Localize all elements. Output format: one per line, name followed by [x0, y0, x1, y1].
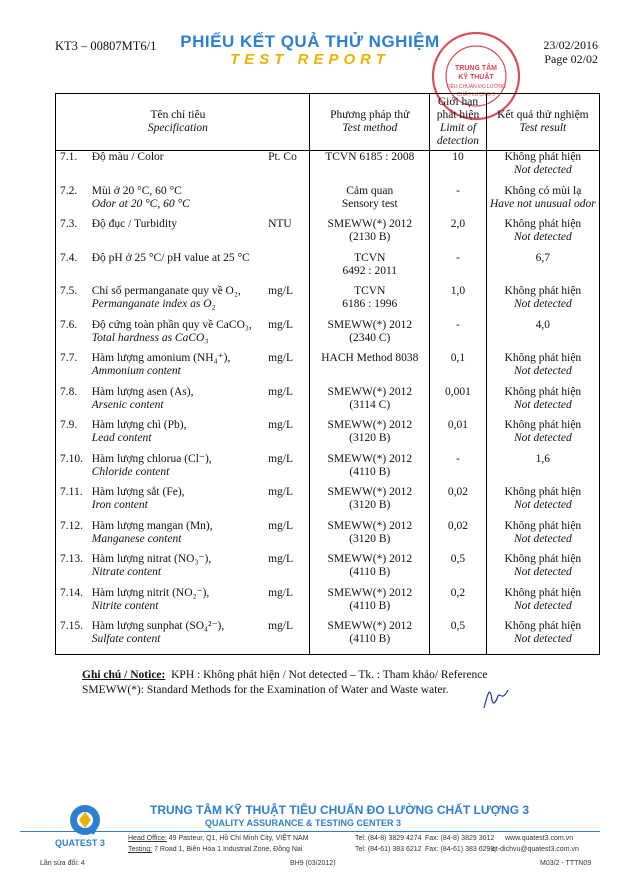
- row-specification: Mùi ở 20 °C, 60 °C Odor at 20 °C, 60 °C: [91, 184, 190, 210]
- row-number: 7.13.: [56, 553, 90, 587]
- org-name-vn: TRUNG TÂM KỸ THUẬT TIÊU CHUẨN ĐO LƯỜNG CHẤT LƯỢNG 3: [150, 803, 530, 817]
- row-unit: mg/L: [268, 519, 293, 532]
- row-number: 7.14.: [56, 587, 90, 621]
- row-result: Không phát hiện Not detected: [486, 587, 599, 621]
- table-row: [56, 252, 600, 286]
- row-number: 7.3.: [56, 218, 90, 252]
- row-unit: mg/L: [268, 486, 293, 498]
- signature-icon: [478, 682, 518, 710]
- row-specification: Độ đục / Turbidity: [91, 218, 178, 230]
- title-english: TEST REPORT: [230, 51, 390, 68]
- row-unit: mg/L: [268, 318, 293, 331]
- row-number: 7.7.: [56, 352, 90, 386]
- row-limit: 0,2: [430, 587, 486, 621]
- row-unit: mg/L: [268, 419, 293, 431]
- row-method: SMEWW(*) 2012 (2130 B): [310, 218, 430, 252]
- row-result: Không phát hiện Not detected: [486, 486, 599, 520]
- row-limit: 0,5: [430, 553, 486, 587]
- report-date: 23/02/2016: [543, 38, 598, 52]
- notice-line-2: SMEWW(*): Standard Methods for the Examination of Water and Waste water.: [82, 684, 449, 696]
- row-limit: 0,5: [430, 620, 486, 654]
- svg-text:KỸ THUẬT: KỸ THUẬT: [458, 74, 494, 81]
- row-specification: Hàm lượng sắt (Fe), Iron content: [91, 486, 185, 511]
- row-limit: 1,0: [430, 285, 486, 319]
- row-number: 7.4.: [56, 252, 90, 286]
- row-method: SMEWW(*) 2012 (4110 B): [310, 587, 430, 621]
- row-limit: 0,02: [430, 520, 486, 554]
- row-unit: [266, 185, 310, 219]
- row-number: 7.15.: [56, 620, 90, 654]
- row-method: HACH Method 8038: [310, 352, 430, 386]
- row-limit: 0,01: [430, 419, 486, 453]
- row-unit: Pt. Co: [268, 151, 297, 163]
- row-number: 7.2.: [56, 185, 90, 219]
- revision-number: Lần sửa đổi: 4: [40, 860, 85, 867]
- row-result: Không có mùi lạ Have not unusual odor: [486, 185, 599, 219]
- fax-1: Fax: (84-8) 3829 3012: [425, 835, 495, 842]
- row-number: 7.6.: [56, 319, 90, 353]
- row-specification: Chỉ số permanganate quy về O₂, Permanganate index as O₂: [91, 285, 241, 310]
- row-unit: [266, 252, 310, 286]
- logo-text: QUATEST 3: [55, 838, 105, 848]
- row-result: 4,0: [486, 319, 599, 353]
- row-unit: mg/L: [268, 385, 293, 398]
- testing-address: Testing: 7 Road 1, Biên Hòa 1 Industrial Zone, Đồng Nai: [128, 846, 303, 853]
- website-link[interactable]: www.quatest3.com.vn: [505, 835, 574, 842]
- row-unit: mg/L: [268, 285, 293, 297]
- row-limit: 0,001: [430, 386, 486, 420]
- table-row: [56, 319, 600, 353]
- row-result: Không phát hiện Not detected: [486, 285, 599, 319]
- row-result: Không phát hiện Not detected: [486, 520, 599, 554]
- row-method: TCVN 6186 : 1996: [310, 285, 430, 319]
- table-row: [56, 453, 600, 487]
- row-method: TCVN 6185 : 2008: [310, 151, 430, 185]
- row-method: SMEWW(*) 2012 (3120 B): [310, 419, 430, 453]
- row-unit: mg/L: [268, 586, 293, 599]
- row-method: Cảm quan Sensory test: [310, 185, 430, 219]
- row-number: 7.12.: [56, 520, 90, 554]
- row-method: SMEWW(*) 2012 (3120 B): [310, 520, 430, 554]
- row-specification: Hàm lượng amonium (NH₄⁺), Ammonium content: [91, 352, 231, 377]
- row-result: Không phát hiện Not detected: [486, 218, 599, 252]
- row-limit: 0,02: [430, 486, 486, 520]
- header-test-result: Kết quả thử nghiệm Test result: [486, 94, 599, 151]
- table-row: [56, 419, 600, 453]
- row-specification: Hàm lượng chlorua (Cl⁻), Chloride content: [91, 452, 212, 478]
- table-row: [56, 553, 600, 587]
- document-code: KT3 – 00807MT6/1: [55, 39, 157, 53]
- row-limit: -: [430, 319, 486, 353]
- tel-1: Tel: (84-8) 3829 4274: [355, 835, 422, 842]
- row-result: Không phát hiện Not detected: [486, 151, 599, 185]
- row-method: SMEWW(*) 2012 (4110 B): [310, 620, 430, 654]
- table-row: [56, 352, 600, 386]
- table-row: [56, 151, 600, 185]
- notice-kph: KPH : Không phát hiện / Not detected – Tk. : Tham khảo/ Reference: [171, 669, 488, 681]
- row-specification: Độ màu / Color: [91, 151, 164, 163]
- page-number: Page 02/02: [544, 52, 598, 66]
- row-method: SMEWW(*) 2012 (4110 B): [310, 553, 430, 587]
- row-method: TCVN 6492 : 2011: [310, 252, 430, 286]
- svg-text:CHẤT LƯỢNG 3: CHẤT LƯỢNG 3: [457, 92, 495, 98]
- row-limit: -: [430, 185, 486, 219]
- table-row: [56, 218, 600, 252]
- table-row: [56, 620, 600, 654]
- footer-divider: [20, 831, 600, 832]
- row-number: 7.11.: [56, 486, 90, 520]
- table-row: [56, 486, 600, 520]
- row-number: 7.9.: [56, 419, 90, 453]
- row-method: SMEWW(*) 2012 (4110 B): [310, 453, 430, 487]
- tel-2: Tel: (84-61) 383 6212: [355, 846, 422, 853]
- email-link[interactable]: qt-dichvu@quatest3.com.vn: [492, 846, 579, 853]
- row-unit: NTU: [268, 218, 292, 230]
- table-row: [56, 520, 600, 554]
- row-result: 6,7: [486, 252, 599, 286]
- table-row: [56, 386, 600, 420]
- row-specification: Hàm lượng asen (As), Arsenic content: [91, 385, 194, 411]
- row-method: SMEWW(*) 2012 (3114 C): [310, 386, 430, 420]
- table-row: [56, 587, 600, 621]
- title-vietnamese: PHIẾU KẾT QUẢ THỬ NGHIỆM: [180, 32, 440, 51]
- row-limit: 0,1: [430, 352, 486, 386]
- org-name-en: QUALITY ASSURANCE & TESTING CENTER 3: [205, 818, 402, 828]
- row-result: Không phát hiện Not detected: [486, 553, 599, 587]
- row-specification: Hàm lượng chì (Pb), Lead content: [91, 419, 187, 444]
- doc-ref-code: M03/2 - TTTN09: [540, 860, 592, 867]
- row-unit: mg/L: [268, 553, 293, 565]
- row-specification: Độ pH ở 25 °C/ pH value at 25 °C: [91, 251, 250, 264]
- row-unit: mg/L: [268, 352, 293, 364]
- row-specification: Hàm lượng sunphat (SO₄²⁻), Sulfate content: [90, 620, 266, 654]
- row-specification: Hàm lượng nitrat (NO₃⁻), Nitrate content: [91, 553, 212, 578]
- table-row: [56, 185, 600, 219]
- row-limit: 10: [430, 151, 486, 185]
- row-specification: Hàm lượng nitrit (NO₂⁻), Nitrite content: [91, 586, 210, 612]
- header-test-method: Phương pháp thử Test method: [310, 94, 430, 151]
- test-results-table: [55, 93, 600, 655]
- table-row: [56, 285, 600, 319]
- row-specification: Độ cứng toàn phần quy về CaCO₃, Total hardness as CaCO₃: [91, 318, 252, 344]
- row-limit: -: [430, 453, 486, 487]
- notice-line-1: [82, 669, 488, 681]
- head-office: Head Office: 49 Pasteur, Q1, Hồ Chí Minh City, VIỆT NAM: [128, 835, 309, 842]
- row-number: 7.10.: [56, 453, 90, 487]
- row-result: Không phát hiện Not detected: [486, 352, 599, 386]
- row-unit: mg/L: [268, 452, 293, 465]
- row-unit: mg/L: [266, 620, 310, 654]
- row-specification: Hàm lượng mangan (Mn), Manganese content: [91, 519, 213, 545]
- notice-label: Ghi chú / Notice:: [82, 669, 166, 681]
- row-result: Không phát hiện Not detected: [486, 386, 599, 420]
- header-specification: Tên chỉ tiêu Specification: [90, 94, 266, 151]
- row-number: 7.8.: [56, 386, 90, 420]
- row-method: SMEWW(*) 2012 (2340 C): [310, 319, 430, 353]
- row-result: Không phát hiện Not detected: [486, 620, 599, 654]
- row-limit: 2,0: [430, 218, 486, 252]
- row-result: 1,6: [486, 453, 599, 487]
- row-number: 7.5.: [56, 285, 90, 319]
- row-limit: -: [430, 252, 486, 286]
- header-limit: Giới hạn phát hiện Limit of detection: [430, 94, 486, 151]
- form-code: BH9 (03/2012): [290, 860, 336, 867]
- svg-text:TRUNG TÂM: TRUNG TÂM: [455, 65, 497, 72]
- row-method: SMEWW(*) 2012 (3120 B): [310, 486, 430, 520]
- fax-2: Fax: (84-61) 383 6298: [425, 846, 495, 853]
- row-result: Không phát hiện Not detected: [486, 419, 599, 453]
- row-number: 7.1.: [56, 151, 90, 185]
- svg-text:TIÊU CHUẨN ĐO LƯỜNG: TIÊU CHUẨN ĐO LƯỜNG: [446, 84, 506, 90]
